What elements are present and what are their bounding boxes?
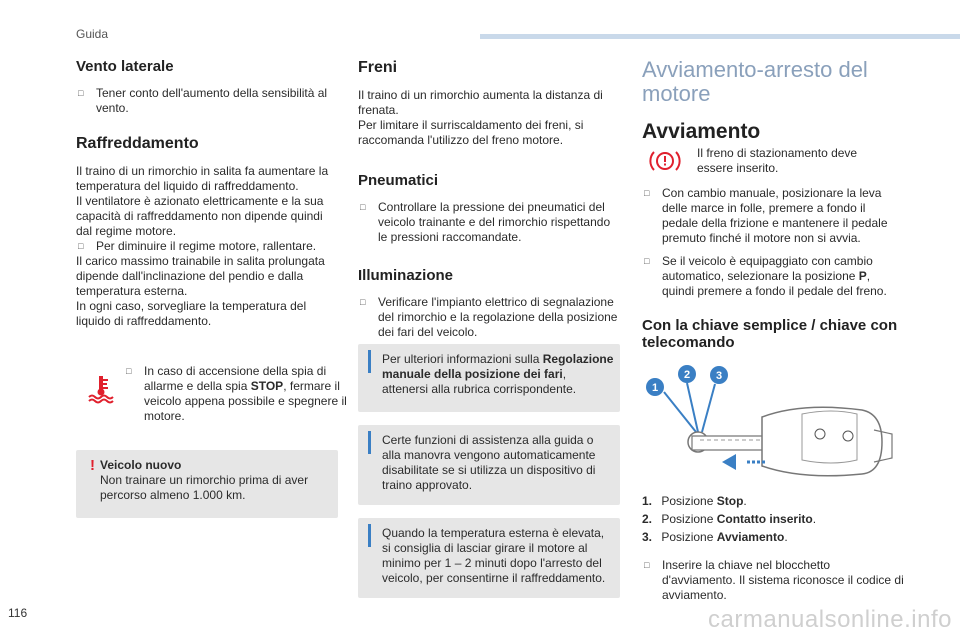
callout-3 — [710, 366, 728, 384]
info-box-1 — [358, 344, 620, 412]
position-item-3: 3. Posizione Avviamento. — [642, 530, 788, 544]
ignition-key-illustration — [642, 362, 904, 482]
header-bar — [480, 34, 960, 39]
bullet-auto-p: P — [858, 269, 867, 283]
position-item-2: 2. Posizione Contatto inserito. — [642, 512, 817, 526]
coolant-note — [76, 364, 347, 434]
watermark: carmanualsonline.info — [708, 606, 952, 633]
callout-1 — [646, 378, 664, 396]
brake-warning-icon — [648, 147, 682, 175]
big-title: Avviamento-arresto del motore — [642, 57, 868, 106]
raff-bullet: □ Per diminuire il regime motore, rallentare. — [76, 239, 338, 254]
info-box-1-text — [382, 352, 614, 397]
coolant-note-stop: STOP — [250, 379, 284, 393]
info-box-1-b: Regolazione manuale della posizione dei fari — [382, 352, 614, 381]
vento-bullet: □ Tener conto dell'aumento della sensibilità al vento. — [76, 86, 338, 116]
raff-p2: Il ventilatore è azionato elettricamente e la sua capacità di raffreddamento non dipende quindi dal regime motore. — [76, 194, 324, 238]
freni-title: Freni — [358, 59, 398, 76]
freni-p1: Il traino di un rimorchio aumenta la distanza di frenata. — [358, 88, 603, 117]
bullet-auto — [642, 254, 904, 299]
raff-p1: Il traino di un rimorchio in salita fa aumentare la temperatura del liquido di raffreddamento. — [76, 164, 329, 193]
page-number: 116 — [8, 606, 28, 620]
bullet-auto-c: , quindi premere a fondo il pedale del freno. — [662, 269, 887, 298]
col1 — [76, 58, 338, 329]
col3-bullets — [642, 186, 904, 351]
raff-p4: In ogni caso, sorvegliare la temperatura del liquido di raffreddamento. — [76, 299, 307, 328]
info-box-2 — [358, 425, 620, 505]
position-item-1: 1. Posizione Stop. — [642, 494, 747, 508]
coolant-temperature-warning-icon — [86, 374, 116, 404]
freni-p2: Per limitare il surriscaldamento dei freni, si raccomanda l'utilizzo del freno motore. — [358, 118, 584, 147]
new-vehicle-box — [76, 450, 338, 518]
coolant-note-text — [124, 364, 356, 424]
pneu-title: Pneumatici — [358, 172, 439, 189]
callout-2 — [678, 365, 696, 383]
illum-title: Illuminazione — [358, 267, 454, 284]
info-box-3-text: Quando la temperatura esterna è elevata, si consiglia di lasciar girare il motore al minimo per 1 – 2 minuti dopo l'arresto del veicolo, per consentirne il raffreddamento. — [382, 526, 606, 585]
raff-p3: Il carico massimo trainabile in salita prolungata dipende dall'inclinazione del pendio e dalla temperatura esterna. — [76, 254, 325, 298]
warning-icon: ! — [90, 457, 95, 474]
avviamento-title: Avviamento — [642, 120, 761, 143]
info-box-3 — [358, 518, 620, 598]
bullet-manual: □ Con cambio manuale, posizionare la leva delle marce in folle, premere a fondo il pedale della frizione e mantenere il pedale premuto finché il motore non si avvia. — [642, 186, 904, 246]
col2 — [358, 58, 620, 340]
header-title: Guida — [76, 27, 109, 41]
coolant-note-a: In caso di accensione della spia di allarme e della spia — [144, 364, 327, 393]
svg-text:3: 3 — [715, 370, 723, 382]
bullet-auto-a: Se il veicolo è equipaggiato con cambio automatico, selezionare la posizione — [662, 254, 873, 283]
new-vehicle-title: Veicolo nuovo — [100, 458, 182, 472]
raff-title: Raffreddamento — [76, 135, 199, 152]
vento-title: Vento laterale — [76, 58, 174, 75]
illum-bullet: □ Verificare l'impianto elettrico di segnalazione del rimorchio e la regolazione della posizione dei fari del veicolo. — [358, 295, 620, 340]
key-title: Con la chiave semplice / chiave con telecomando — [642, 317, 898, 351]
svg-text:1: 1 — [651, 382, 659, 394]
info-box-1-a: Per ulteriori informazioni sulla — [382, 352, 543, 366]
positions-list — [642, 494, 904, 603]
info-box-2-text: Certe funzioni di assistenza alla guida o alla manovra vengono automaticamente disabilitate se si utilizza un dispositivo di traino approvato. — [382, 433, 596, 492]
pneu-bullet: □ Controllare la pressione dei pneumatici del veicolo trainante e del rimorchio rispettando le pressioni raccomandate. — [358, 200, 620, 245]
new-vehicle-text: Non trainare un rimorchio prima di aver percorso almeno 1.000 km. — [100, 473, 309, 502]
info-box-1-c: , attenersi alla rubrica corrispondente. — [382, 367, 577, 396]
brake-note: Il freno di stazionamento deve essere inserito. — [697, 146, 858, 175]
col3 — [642, 58, 904, 144]
svg-text:2: 2 — [683, 369, 691, 381]
coolant-note-c: , fermare il veicolo appena possibile e spegnere il motore. — [144, 379, 347, 423]
bullet-insert-key: □ Inserire la chiave nel blocchetto d'avviamento. Il sistema riconosce il codice di avviamento. — [642, 558, 904, 603]
